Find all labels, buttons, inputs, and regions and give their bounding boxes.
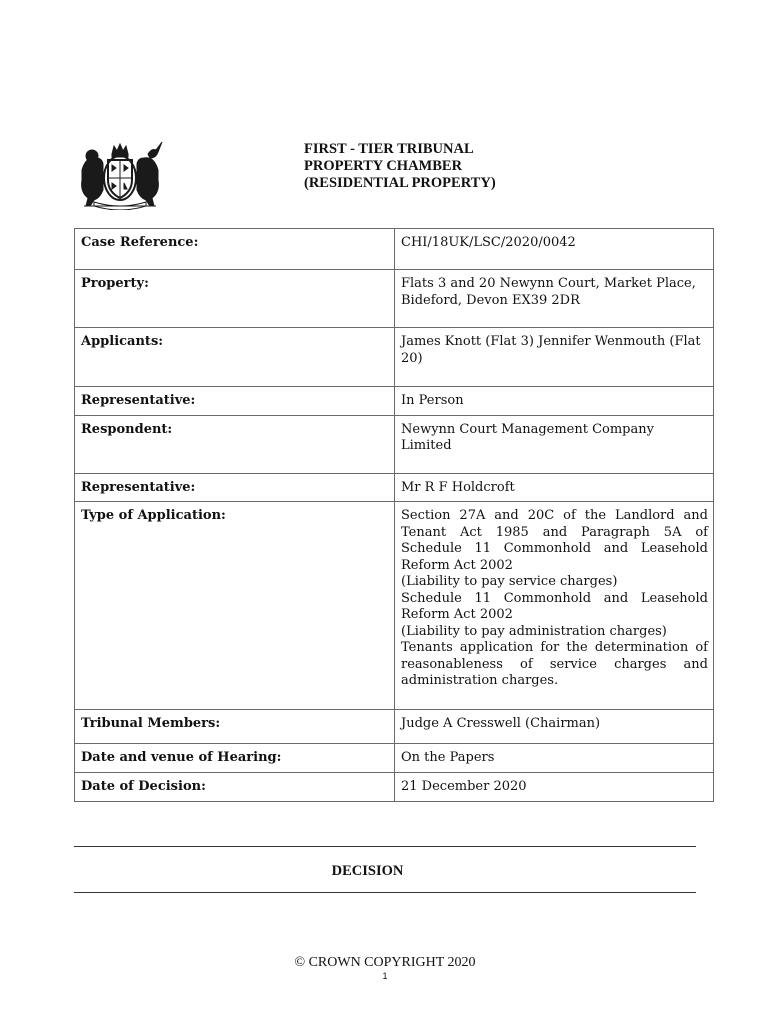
row-label: Date and venue of Hearing: [75,744,395,773]
value-text: 21 December 2020 [401,778,527,794]
value-text: In Person [401,393,464,408]
heading-line-1: FIRST - TIER TRIBUNAL [304,141,474,157]
value-text: (Liability to pay administration charges) [401,623,667,639]
row-value [395,387,714,416]
table-row [75,270,714,328]
value-text: James Knott (Flat 3) Jennifer Wenmouth (Flat 20) [401,334,701,366]
heading-line-2: PROPERTY CHAMBER [304,158,463,174]
value-text: Section 27A and 20C of the Landlord and Tenant Act 1985 and Paragraph 5A of Schedule 11 Commonhold and Leasehold Reform Act 2002 [401,508,708,573]
row-label: Property: [75,270,395,328]
row-value [395,502,714,710]
value-text: Tenants application for the determination of reasonableness of service charges and administration charges. [401,640,708,688]
table-row [75,710,714,744]
value-text: Judge A Cresswell (Chairman) [401,716,601,731]
row-value [395,229,714,270]
case-details-table [74,228,714,802]
row-label: Date of Decision: [75,772,395,801]
row-value [395,710,714,744]
row-label: Representative: [75,473,395,502]
divider-bottom [74,892,696,893]
row-label: Representative: [75,387,395,416]
table-row [75,473,714,502]
row-value [395,772,714,801]
row-label: Applicants: [75,328,395,387]
page-number: 1 [382,971,388,981]
row-value [395,270,714,328]
table-row [75,772,714,801]
value-text: CHI/18UK/LSC/2020/0042 [401,235,576,250]
value-text: Newynn Court Management Company Limited [401,421,654,453]
row-value [395,473,714,502]
decision-heading: DECISION [331,863,404,879]
royal-coat-of-arms-icon [72,140,168,210]
row-label: Tribunal Members: [75,710,395,744]
divider-top [74,846,696,847]
table-row [75,502,714,710]
row-value [395,328,714,387]
value-text: Mr R F Holdcroft [401,479,515,495]
heading-line-3: (RESIDENTIAL PROPERTY) [304,175,496,191]
table-row [75,387,714,416]
copyright-footer: © CROWN COPYRIGHT 2020 [294,955,476,970]
tribunal-heading [304,141,496,192]
value-text: (Liability to pay service charges) [401,574,618,589]
table-row [75,229,714,270]
row-label: Type of Application: [75,502,395,710]
value-text: On the Papers [401,750,495,765]
table-row [75,744,714,773]
table-row [75,415,714,473]
row-label: Respondent: [75,415,395,473]
row-label: Case Reference: [75,229,395,270]
row-value [395,415,714,473]
value-text: Schedule 11 Commonhold and Leasehold Reform Act 2002 [401,590,708,622]
value-text: Flats 3 and 20 Newynn Court, Market Place, Bideford, Devon EX39 2DR [401,276,696,308]
table-row [75,328,714,387]
row-value [395,744,714,773]
